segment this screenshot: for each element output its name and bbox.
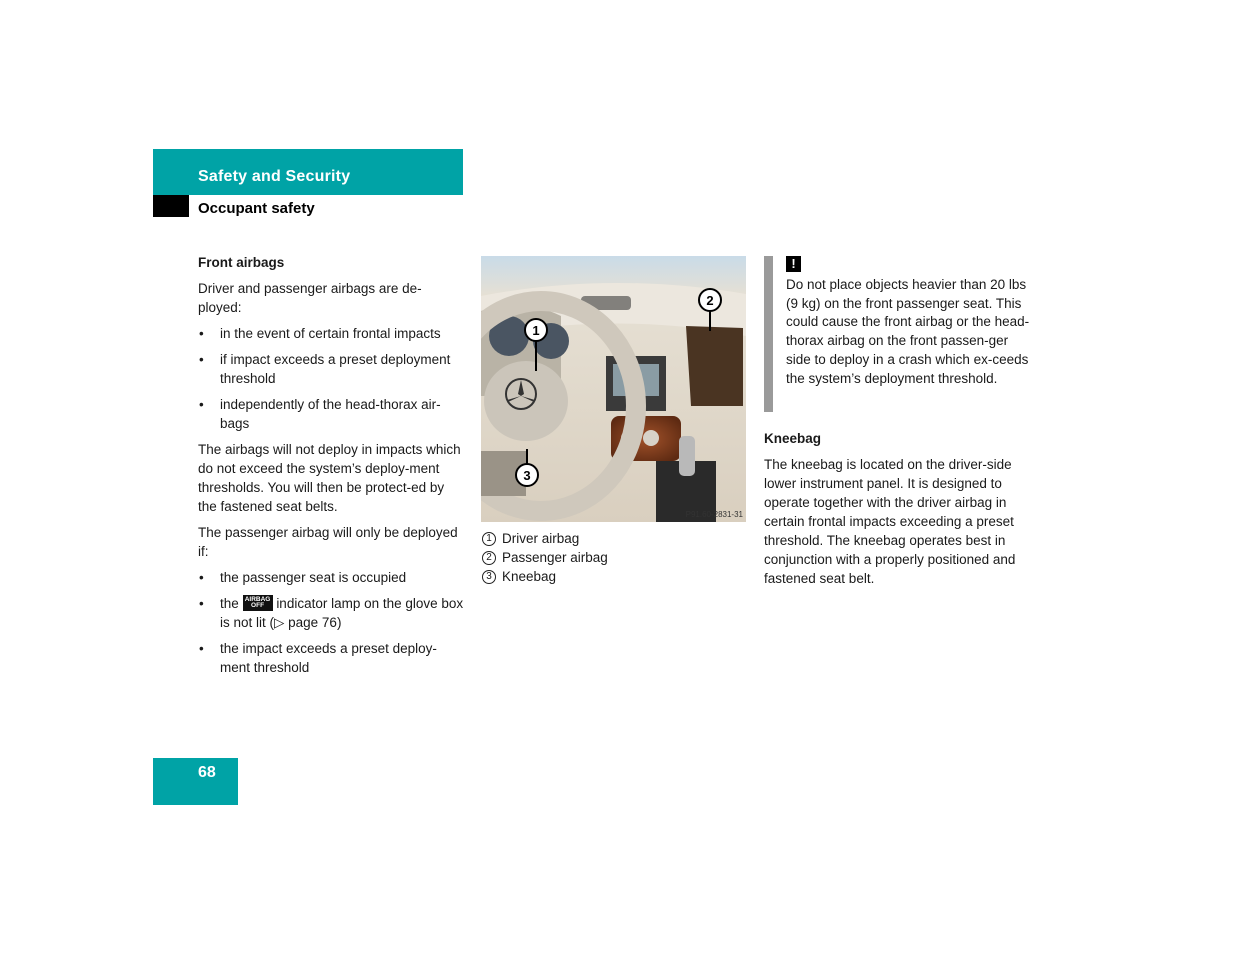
bullet-icon: •	[199, 570, 204, 585]
bullet-icon: •	[199, 326, 204, 341]
bullet-icon: •	[199, 397, 204, 412]
svg-text:1: 1	[532, 323, 540, 338]
airbag-off-indicator-icon: AIRBAG OFF	[243, 595, 273, 611]
passenger-conditions-list	[198, 568, 464, 677]
warning-icon: !	[786, 256, 801, 272]
no-deploy-paragraph: The airbags will not deploy in impacts which do not exceed the system’s deploy-ment thresholds. You will then be protect-ed by the fastened seat belts.	[198, 442, 461, 514]
list-item: • the passenger seat is occupied	[199, 570, 407, 585]
subsection-marker	[153, 195, 189, 217]
image-code: P91.60-2831-31	[685, 510, 743, 519]
section-title: Safety and Security	[198, 168, 351, 185]
warning-text: Do not place objects heavier than 20 lbs (9 kg) on the front passenger seat. This could cause the front airbag or the head-thorax airbag on the front passen-ger side to deploy in a crash which ex-ceeds the system’s deployment threshold.	[786, 277, 1030, 386]
list-item: • independently of the head-thorax air-bags	[199, 397, 441, 431]
dashboard-drawing	[481, 256, 746, 522]
passenger-intro: The passenger airbag will only be deployed if:	[198, 525, 458, 559]
kneebag-column	[764, 429, 1034, 595]
figure-legend	[481, 529, 608, 586]
list-item: • in the event of certain frontal impacts	[199, 326, 441, 341]
deploy-conditions-list	[198, 324, 464, 433]
list-item: • if impact exceeds a preset deployment threshold	[199, 352, 451, 386]
page-number: 68	[198, 764, 216, 781]
number-circle-icon: 2	[482, 551, 496, 565]
list-item: • the AIRBAG OFF indicator lamp on the glove box is not lit (▷ page 76)	[199, 596, 464, 630]
list-item: • the impact exceeds a preset deploy-ment threshold	[199, 641, 437, 675]
svg-text:3: 3	[523, 468, 531, 483]
bullet-icon: •	[199, 352, 204, 367]
page-number-box	[153, 758, 238, 805]
legend-item: 2 Passenger airbag	[481, 548, 608, 567]
bullet-icon: •	[199, 641, 204, 656]
bullet-icon: •	[199, 596, 204, 611]
front-airbags-intro: Driver and passenger airbags are de-ployed:	[198, 281, 422, 315]
front-airbags-heading: Front airbags	[198, 255, 285, 270]
number-circle-icon: 3	[482, 570, 496, 584]
legend-item: 1 Driver airbag	[481, 529, 608, 548]
svg-text:2: 2	[706, 293, 714, 308]
kneebag-heading: Kneebag	[764, 431, 822, 446]
number-circle-icon: 1	[482, 532, 496, 546]
dashboard-illustration	[481, 256, 746, 522]
subsection-title: Occupant safety	[198, 200, 315, 217]
warning-bar	[764, 256, 773, 412]
legend-item: 3 Kneebag	[481, 567, 608, 586]
kneebag-paragraph: The kneebag is located on the driver-side lower instrument panel. It is designed to operate together with the driver airbag in certain frontal impacts exceeding a preset threshold. The kneebag operates best in conjunction with a properly positioned and fastened seat belt.	[764, 457, 1016, 586]
front-airbags-column	[198, 253, 464, 684]
